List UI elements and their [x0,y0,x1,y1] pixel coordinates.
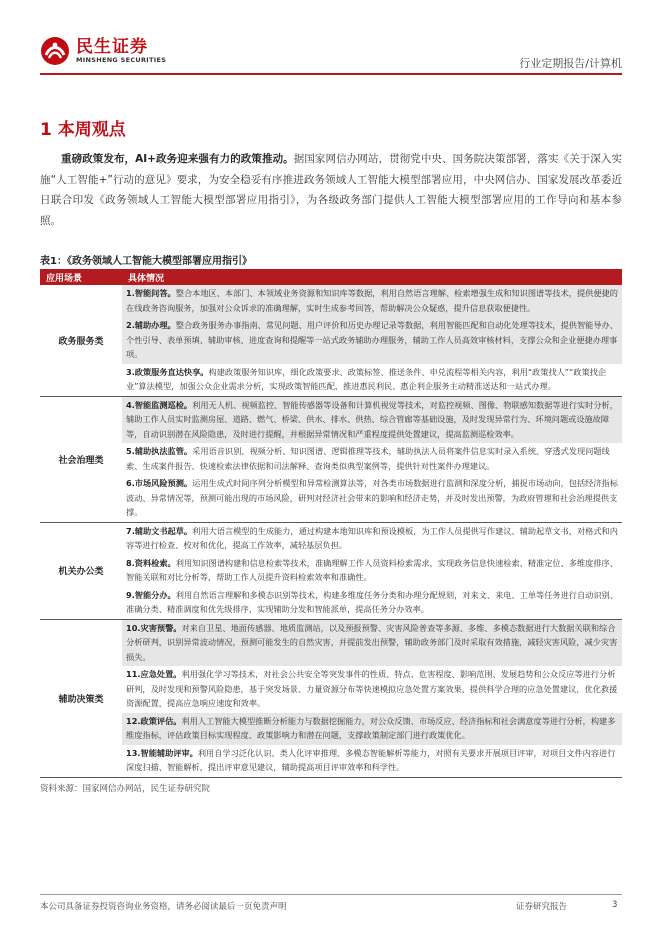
item-label: 5.辅助执法监管。 [126,446,193,456]
table-row [40,713,622,745]
table-row [40,364,622,397]
header-detail: 具体情况 [122,269,622,285]
table-item [122,523,622,555]
item-text: 利用自然语言理解和多模态识别等技术，构建多维度任务分类和办理分配规则，对来文、来电、工单等任务进行自动识别、准确分类、精准调度和优先级排序，实现辅助分发和智能派单，提高任务分办效率。 [126,589,618,614]
table-item [122,620,622,667]
table-item [122,587,622,619]
item-label: 11.应急处置。 [126,669,182,679]
header-divider [40,73,622,75]
item-text: 利用强化学习等技术，对社会公共安全等突发事件的性质、特点、危害程度、影响范围、发展趋势和公众反应等进行分析研判，及时发现和预警风险隐患，基于突发场景、力量资源分布等快速模拟应急处置方案效果，提供科学合理的应急处置建议，优化救援资源配置，提高应急响应速度和效率。 [126,669,618,708]
item-text: 整合政务服务办事指南、常见问题、用户评价和历史办理记录等数据，利用智能匹配和自动化处理等技术，提供智能导办、个性引导、表单预填、辅助审核、进度查询和提醒等一站式政务辅助办理服务，辅助工作人员高效审核材料，支撑公众和企业便捷办理事项。 [126,320,618,359]
table-item [122,745,622,777]
page-header [0,0,662,90]
item-label: 3.政策服务直达快享。 [126,366,209,377]
section-title: 1 本周观点 [40,120,126,140]
item-text: 整合本地区、本部门、本领域业务资源和知识库等数据，利用自然语言理解、检索增强生成和知识图谱等技术，提供便捷的在线政务咨询服务，加强对公众诉求的准确理解，实时生成参考回答，帮助解决公众疑惑，提升信息获取便捷性。 [126,288,618,313]
item-text: 运用生成式时间序列分析模型和异常检测算法等，对各类市场数据进行监测和深度分析，捕捉市场动向，包括经济指标波动、异常情况等，预测可能出现的市场风险，研判对经济社会带来的影响和经济走势，并及时发出预警，为政府管理和社会治理提供支撑。 [126,478,618,517]
page-number: 3 [612,900,618,910]
table-row [40,522,622,555]
table-row [40,285,622,317]
table-item [122,555,622,587]
footer-disclaimer: 本公司具备证券投资咨询业务资格，请务必阅读最后一页免责声明 [40,902,287,912]
minsheng-logo-icon [40,36,70,66]
table-source: 资料来源：国家网信办网站，民生证券研究院 [40,784,211,794]
table-header-row [40,269,622,285]
item-text: 利用无人机、视频监控、智能传感器等设备和计算机视觉等技术，对监控视频、图像、物联感知数据等进行实时分析，辅助工作人员实时监测房屋、道路、燃气、桥梁、供水、排水、供热、综合管廊等基础设施，及时发现异常行为、环境问题或设施故障等，自动识别潜在风险隐患，及时进行提醒，并根据异常情况和严重程度提供处置建议，提高监测巡检效率。 [126,399,618,439]
intro-lead: 重磅政策发布，AI+政务迎来强有力的政策推动。 [61,153,294,165]
table-item [122,666,622,713]
item-label: 1.智能问答。 [126,288,176,298]
footer-divider [40,894,622,895]
table-row [40,317,622,364]
item-text: 利用知识图谱构建和信息检索等技术，准确理解工作人员资料检索需求，实现政务信息快速检索、精准定位、多维度排序、智能关联和对比分析等，帮助工作人员提升资料检索效率和准确性。 [126,557,618,582]
table-item [122,443,622,475]
table-row [40,443,622,475]
table-item [122,713,622,745]
category-cell: 机关办公类 [40,522,122,619]
item-label: 12.政策评估。 [126,715,182,726]
category-cell: 政务服务类 [40,285,122,396]
item-label: 4.智能监测巡检。 [126,399,193,410]
table-row [40,745,622,778]
company-logo [40,36,166,66]
table-item [122,285,622,317]
item-label: 8.资料检索。 [126,557,176,568]
report-type: 行业定期报告/计算机 [519,57,622,70]
item-label: 6.市场风险预测。 [126,478,193,488]
table-item [122,397,622,444]
item-text: 利用人工智能大模型推断分析能力与数据挖掘能力，对公众反馈、市场反应、经济指标和社会满意度等进行分析，构建多维度指标，评估政策目标实现程度、政策影响力和潜在问题，支撑政策制定部门进行政策优化。 [126,715,616,740]
table-row [40,666,622,713]
logo-english-name: MINSHENG SECURITIES [76,55,167,64]
item-text: 构建政策服务知识库，细化政策要求、政策标签、推送条件、申兑流程等相关内容，利用“政策找人”“政策找企业”算法模型，加强公众企业需求分析，实现政策智能匹配，推进惠民利民、惠企利企服务主动精准送达和一站式办理。 [126,366,607,391]
table-row [40,587,622,620]
intro-paragraph [40,149,622,231]
category-cell: 社会治理类 [40,396,122,522]
table-row [40,555,622,587]
table-row [40,619,622,666]
item-text: 对来自卫星、地面传感器、地质监测站，以及预报预警、灾害风险普查等多源、多维、多模态数据进行大数据关联和综合分析研判，识别异常波动情况，预测可能发生的自然灾害，并提前发出预警，辅助政务部门及时采取有效措施，减轻灾害风险，减少灾害损失。 [126,622,618,662]
table-item [122,364,622,396]
table-row [40,475,622,522]
table-item [122,475,622,522]
table-title: 表1：《政务领域人工智能大模型部署应用指引》 [40,256,252,267]
policy-table [40,269,622,778]
item-label: 9.智能分办。 [126,589,176,600]
item-label: 2.辅助办理。 [126,320,176,330]
item-label: 10.灾害预警。 [126,622,182,633]
intro-body: 据国家网信办网站，贯彻党中央、国务院决策部署，落实《关于深入实施“人工智能+”行动的意见》要求，为安全稳妥有序推进政务领域人工智能大模型部署应用，中央网信办、国家发展改革委近日联合印发《政务领域人工智能大模型部署应用指引》，为各级政务部门提供人工智能大模型部署应用的工作导向和基本参照。 [40,153,622,227]
table-item [122,317,622,364]
footer-report-label: 证券研究报告 [516,902,568,912]
logo-chinese-name: 民生证券 [76,36,148,57]
item-text: 采用语音识别、视频分析、知识图谱、逻辑推理等技术，辅助执法人员将案件信息实时录入系统、穿透式发现问题线索、生成案件报告、快速检索法律依据和司法解释、查询类似典型案例等，提供针对性案件办理建议。 [126,446,610,471]
table-row [40,396,622,443]
category-cell: 辅助决策类 [40,619,122,777]
item-text: 利用自学习泛化认识、类人化评审推理、多模态智能解析等能力，对照有关要求开展项目评审，对项目文件内容进行深度扫描、智能解析，提出评审意见建议，辅助提高项目评审效率和科学性。 [126,747,616,772]
item-label: 7.辅助文书起草。 [126,525,193,536]
header-scene: 应用场景 [40,269,122,285]
item-label: 13.智能辅助评审。 [126,747,198,758]
item-text: 利用大语言模型的生成能力，通过构建本地知识库和预设模板，为工作人员提供写作建议、辅助起草文书，对格式和内容等进行检查、校对和优化，提高工作效率，减轻基层负担。 [126,525,618,550]
